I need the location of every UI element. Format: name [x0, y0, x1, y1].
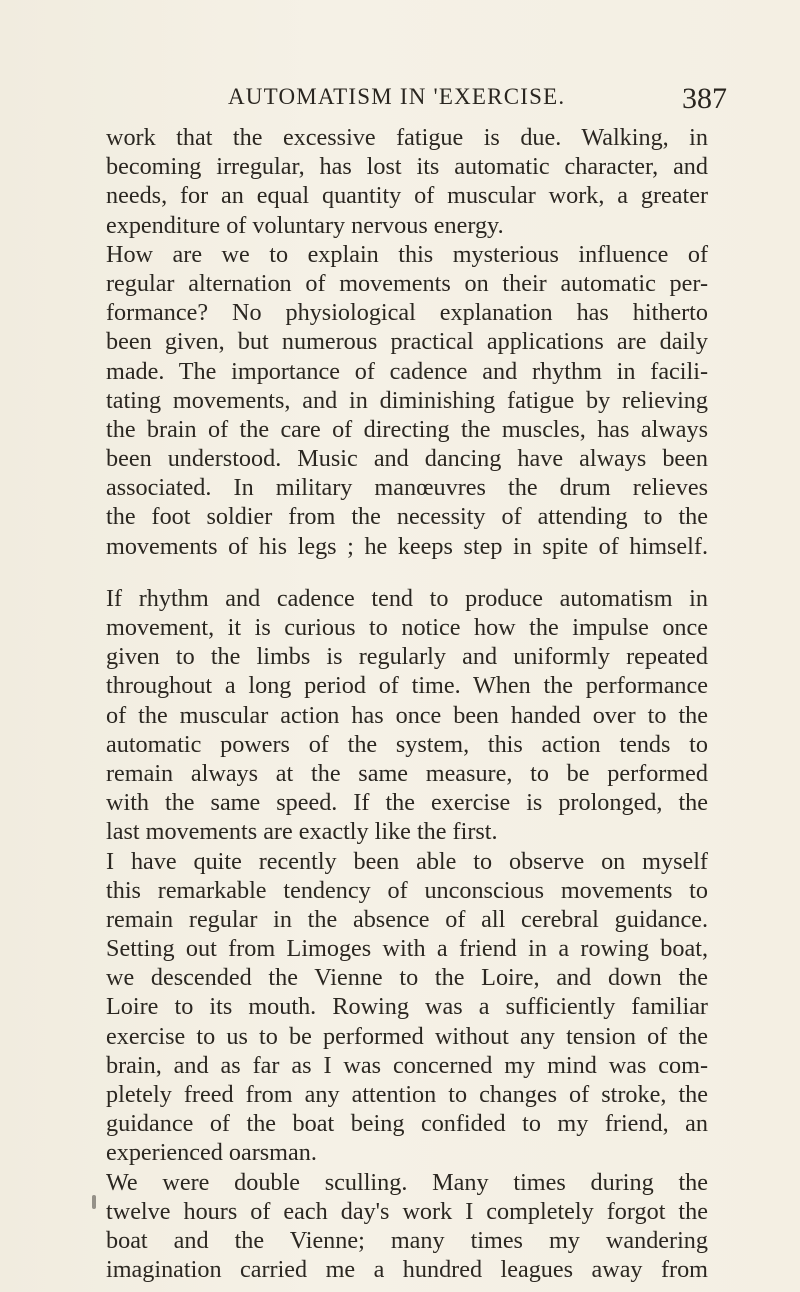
body-text	[106, 123, 708, 1284]
page-number: 387	[682, 82, 727, 115]
text-line: expenditure of voluntary nervous energy.	[106, 211, 504, 239]
text-line: with the same speed. If the exercise is prolonged, the	[106, 789, 708, 817]
text-line: remain regular in the absence of all cerebral guidance.	[106, 905, 708, 933]
text-line: given to the limbs is regularly and uniformly repeated	[106, 643, 708, 671]
text-line: last movements are exactly like the first.	[106, 818, 498, 846]
text-line: boat and the Vienne; many times my wandering	[106, 1226, 708, 1254]
text-line: Loire to its mouth. Rowing was a sufficiently familiar	[106, 993, 708, 1021]
text-line: made. The importance of cadence and rhythm in facili-	[106, 357, 708, 385]
text-line: remain always at the same measure, to be performed	[106, 759, 708, 787]
text-line: been given, but numerous practical applications are daily	[106, 328, 708, 356]
text-line: associated. In military manœuvres the drum relieves	[106, 474, 708, 502]
text-line: been understood. Music and dancing have always been	[106, 445, 708, 473]
running-head	[0, 84, 800, 118]
text-line: pletely freed from any attention to changes of stroke, the	[106, 1081, 708, 1108]
text-line: the foot soldier from the necessity of attending to the	[106, 503, 708, 531]
running-title: AUTOMATISM IN 'EXERCISE.	[228, 84, 566, 109]
text-line: regular alternation of movements on their automatic per-	[106, 269, 708, 297]
text-line: How are we to explain this mysterious influence of	[106, 240, 708, 268]
paragraph-gap	[106, 561, 708, 584]
text-line: needs, for an equal quantity of muscular work, a greater	[106, 182, 708, 210]
text-line: We were double sculling. Many times during the	[106, 1168, 708, 1196]
text-line: experienced oarsman.	[106, 1139, 317, 1167]
text-line: Setting out from Limoges with a friend in a rowing boat,	[106, 935, 708, 963]
text-line: tating movements, and in diminishing fatigue by relieving	[106, 386, 708, 414]
text-line: automatic powers of the system, this action tends to	[106, 730, 708, 758]
text-line: If rhythm and cadence tend to produce automatism in	[106, 584, 708, 612]
text-line: formance? No physiological explanation has hitherto	[106, 299, 708, 327]
text-line: of the muscular action has once been handed over to the	[106, 701, 708, 729]
text-line: movement, it is curious to notice how the impulse once	[106, 614, 708, 641]
text-line: twelve hours of each day's work I completely forgot the	[106, 1197, 708, 1225]
text-line: guidance of the boat being confided to my friend, an	[106, 1110, 708, 1138]
text-line: I have quite recently been able to observe on myself	[106, 847, 708, 875]
text-line: becoming irregular, has lost its automatic character, and	[106, 153, 708, 181]
text-line: brain, and as far as I was concerned my mind was com-	[106, 1051, 708, 1079]
text-line: movements of his legs ; he keeps step in spite of himself.	[106, 532, 708, 560]
text-line: exercise to us to be performed without any tension of the	[106, 1022, 708, 1050]
text-line: throughout a long period of time. When the performance	[106, 672, 708, 700]
text-line: work that the excessive fatigue is due. Walking, in	[106, 124, 708, 151]
text-line: the brain of the care of directing the muscles, has always	[106, 415, 708, 443]
ink-speck	[92, 1195, 96, 1209]
text-line: imagination carried me a hundred leagues away from	[106, 1256, 708, 1284]
text-line: this remarkable tendency of unconscious movements to	[106, 876, 708, 904]
text-line: we descended the Vienne to the Loire, and down the	[106, 964, 708, 992]
